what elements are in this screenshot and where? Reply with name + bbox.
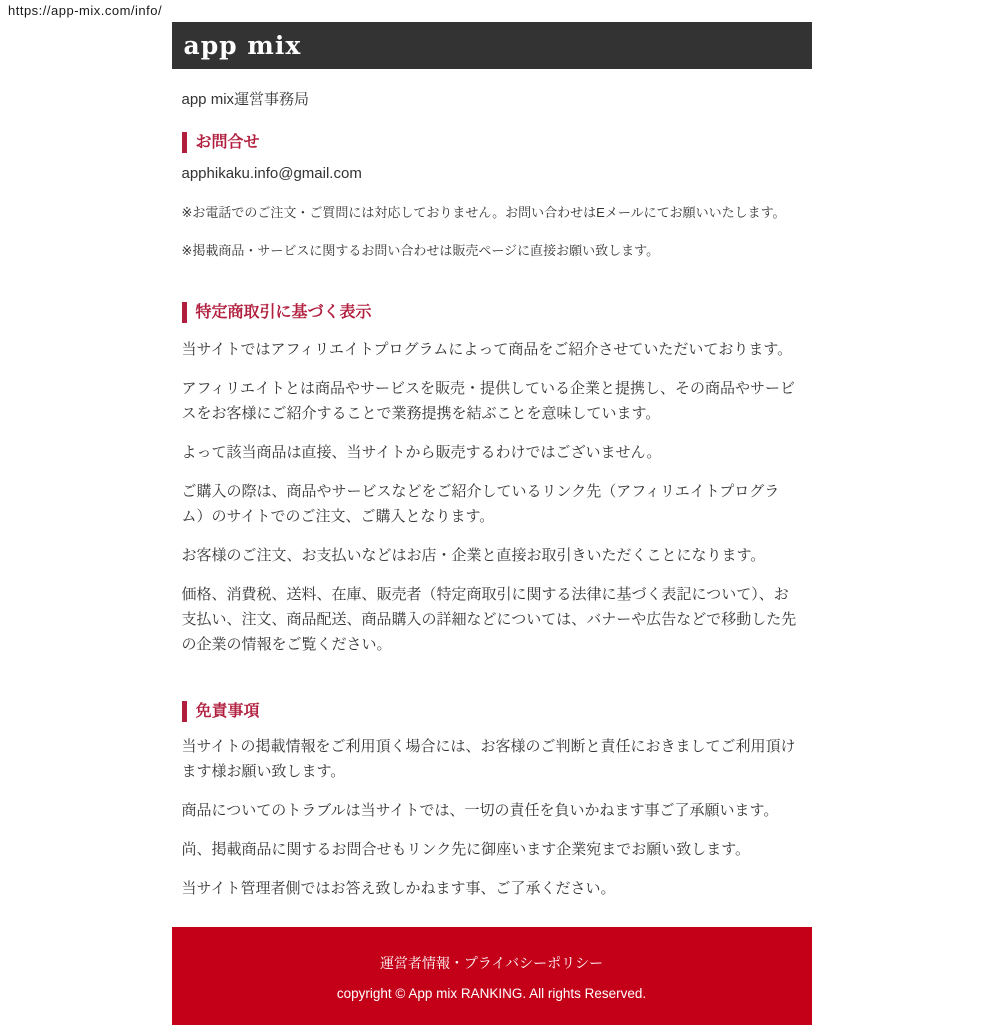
site-header — [172, 22, 812, 69]
copyright-text: copyright © App mix RANKING. All rights Reserved. — [336, 986, 647, 1001]
disclaimer-paragraph: 商品についてのトラブルは当サイトでは、一切の責任を負いかねます事ご了承願います。 — [181, 802, 779, 819]
disclaimer-paragraph: 当サイトの掲載情報をご利用頂く場合には、お客様のご判断と責任におきましてご利用頂けます様お願い致します。 — [181, 738, 796, 780]
page-column — [172, 0, 812, 1025]
privacy-policy-link[interactable]: 運営者情報・プライバシーポリシー — [379, 955, 604, 971]
disclaimer-paragraph: 当サイト管理者側ではお答え致しかねます事、ご了承ください。 — [181, 880, 616, 897]
commerce-law-paragraph: 当サイトではアフィリエイトプログラムによって商品をご紹介させていただいております。 — [181, 341, 793, 358]
commerce-law-paragraph: よって該当商品は直接、当サイトから販売するわけではございません。 — [181, 444, 662, 461]
site-footer — [172, 927, 812, 1025]
disclaimer-heading: 免責事項 — [182, 701, 802, 722]
contact-note-products: ※掲載商品・サービスに関するお問い合わせは販売ページに直接お願い致します。 — [181, 243, 660, 258]
commerce-law-heading: 特定商取引に基づく表示 — [182, 302, 802, 323]
site-title-link[interactable]: app mix — [183, 31, 302, 60]
section-disclaimer — [182, 701, 802, 901]
disclaimer-paragraph: 尚、掲載商品に関するお問合せもリンク先に御座います企業宛までお願い致します。 — [181, 841, 751, 858]
commerce-law-paragraph: アフィリエイトとは商品やサービスを販売・提供している企業と提携し、その商品やサービスをお客様にご紹介することで業務提携を結ぶことを意味しています。 — [181, 380, 796, 422]
commerce-law-paragraph: お客様のご注文、お支払いなどはお店・企業と直接お取引きいただくことになります。 — [181, 547, 766, 564]
section-commerce-law — [182, 302, 802, 657]
page-url-label: https://app-mix.com/info/ — [8, 3, 163, 18]
commerce-law-paragraph: ご購入の際は、商品やサービスなどをご紹介しているリンク先（アフィリエイトプログラム）のサイトでのご注文、ご購入となります。 — [181, 483, 780, 525]
contact-heading: お問合せ — [182, 132, 802, 153]
section-contact — [182, 132, 802, 258]
commerce-law-paragraph: 価格、消費税、送料、在庫、販売者（特定商取引に関する法律に基づく表記について）、お支払い、注文、商品配送、商品購入の詳細などについては、バナーや広告などで移動した先の企業の情報をご覧ください。 — [181, 586, 797, 653]
main-content — [172, 91, 812, 901]
site-operator-text: app mix運営事務局 — [181, 91, 310, 108]
contact-email: apphikaku.info@gmail.com — [181, 165, 362, 182]
contact-note-phone: ※お電話でのご注文・ご質問には対応しておりません。お問い合わせはEメールにてお願いいたします。 — [181, 205, 786, 220]
